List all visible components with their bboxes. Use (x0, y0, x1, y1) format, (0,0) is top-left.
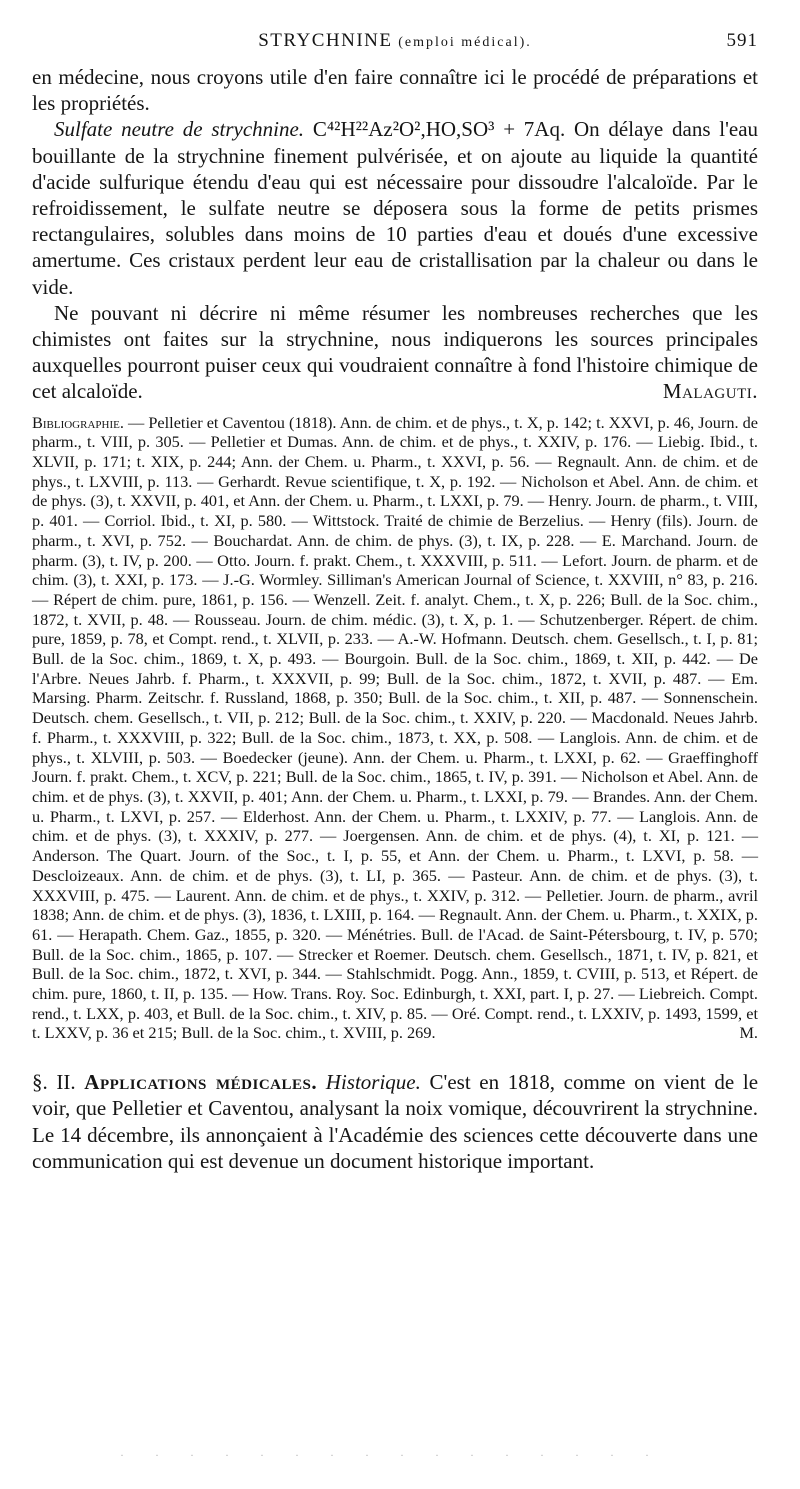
running-subtitle: (emploi médical). (398, 35, 532, 50)
section-applications (32, 1069, 758, 1174)
sulfate-formula: C⁴²H²²Az²O²,HO,SO³ + 7Aq. (312, 117, 566, 142)
running-title: STRYCHNINE (258, 30, 393, 51)
running-head (32, 30, 758, 64)
bibliography-text: — Pelletier et Caventou (1818). Ann. de chim. et de phys., t. X, p. 142; t. XXVI, p. 46, Journ. de pharm., t. VIII, p. 305. — Pelletier et Dumas. Ann. de chim. et de phys., t. XXIV, p. 176. — Liebig. Ibid., t. XLVII, p. 171; t. XIX, p. 244; Ann. der Chem. u. Pharm., t. XXVI, p. 56. — Regnault. Ann. de chim. et de phys., t. LXVIII, p. 113. — Gerhardt. Revue scientifique, t. X, p. 192. — Nicholson et Abel. Ann. de chim. et de phys. (3), t. XXVII, p. 401, et Ann. der Chem. u. Pharm., t. LXXI, p. 79. — Henry. Journ. de pharm., t. VIII, p. 401. — Corriol. Ibid., t. XI, p. 580. — Wittstock. Traité de chimie de Berzelius. — Henry (fils). Journ. de pharm., t. XVI, p. 752. — Bouchardat. Ann. de chim. de phys. (3), t. IX, p. 228. — E. Marchand. Journ. de pharm. (3), t. IV, p. 200. — Otto. Journ. f. prakt. Chem., t. XXXVIII, p. 511. — Lefort. Journ. de pharm. et de chim. (3), t. XXI, p. 173. — J.-G. Wormley. Silliman's American Journal of Science, t. XXVIII, n° 83, p. 216. — Répert de chim. pure, 1861, p. 156. — Wenzell. Zeit. f. analyt. Chem., t. X, p. 226; Bull. de la Soc. chim., 1872, t. XVII, p. 48. — Rousseau. Journ. de chim. médic. (3), t. X, p. 1. — Schutzenberger. Répert. de chim. pure, 1859, p. 78, et Compt. rend., t. XLVII, p. 233. — A.-W. Hofmann. Deutsch. chem. Gesellsch., t. I, p. 81; Bull. de la Soc. chim., 1869, t. X, p. 493. — Bourgoin. Bull. de la Soc. chim., 1869, t. XII, p. 442. — De l'Arbre. Neues Jahrb. f. Pharm., t. XXXVII, p. 99; Bull. de la Soc. chim., 1872, t. XVII, p. 487. — Em. Marsing. Pharm. Zeitschr. f. Russland, 1868, p. 350; Bull. de la Soc. chim., t. XII, p. 487. — Sonnenschein. Deutsch. chem. Gesellsch., t. VII, p. 212; Bull. de la Soc. chim., t. XXIV, p. 220. — Macdonald. Neues Jahrb. f. Pharm., t. XXXVIII, p. 322; Bull. de la Soc. chim., 1873, t. XX, p. 508. — Langlois. Ann. de chim. et de phys., t. XLVIII, p. 503. — Boedecker (jeune). Ann. der Chem. u. Pharm., t. LXXI, p. 62. — Graeffinghoff Journ. f. prakt. Chem., t. XCV, p. 221; Bull. de la Soc. chim., 1865, t. IV, p. 391. — Nicholson et Abel. Ann. de chim. et de phys. (3), t. XXVII, p. 401; Ann. der Chem. u. Pharm., t. LXXI, p. 79. — Brandes. Ann. der Chem. u. Pharm., t. LXVI, p. 257. — Elderhost. Ann. der Chem. u. Pharm., t. LXXIV, p. 77. — Langlois. Ann. de chim. et de phys. (3), t. XXXIV, p. 277. — Joergensen. Ann. de chim. et de phys. (4), t. XI, p. 121. — Anderson. The Quart. Journ. of the Soc., t. I, p. 55, et Ann. der Chem. u. Pharm., t. LXVI, p. 58. — Descloizeaux. Ann. de chim. et de phys. (3), t. LI, p. 365. — Pasteur. Ann. de chim. et de phys. (3), t. XXXVIII, p. 475. — Laurent. Ann. de chim. et de phys., t. XXIV, p. 312. — Pelletier. Journ. de pharm., avril 1838; Ann. de chim. et de phys. (3), 1836, t. LXIII, p. 164. — Regnault. Ann. der Chem. u. Pharm., t. XXIX, p. 61. — Herapath. Chem. Gaz., 1855, p. 320. — Ménétries. Bull. de l'Acad. de Saint-Pétersbourg, t. IV, p. 570; Bull. de la Soc. chim., 1865, p. 107. — Strecker et Roemer. Deutsch. chem. Gesellsch., 1871, t. IV, p. 821, et Bull. de la Soc. chim., 1872, t. XVI, p. 344. — Stahlschmidt. Pogg. Ann., 1859, t. CVIII, p. 513, et Répert. de chim. pure, 1860, t. II, p. 135. — How. Trans. Roy. Soc. Edinburgh, t. XXI, part. I, p. 27. — Liebreich. Compt. rend., t. LXX, p. 403, et Bull. de la Soc. chim., t. XIV, p. 85. — Oré. Compt. rend., t. LXXIV, p. 1493, 1599, et t. LXXV, p. 36 et 215; Bull. de la Soc. chim., t. XVIII, p. 269. (32, 412, 758, 1043)
section-title: Applications médicales. (84, 1070, 318, 1095)
page (32, 30, 758, 1174)
research-text: Ne pouvant ni décrire ni même résumer les nombreuses recherches que les chimistes ont faites sur la strychnine, nous indiquerons les sources principales auxquelles pourront puiser ceux qui voudraient connaître à fond l'histoire chimique de cet alcaloïde. (32, 300, 758, 404)
bibliography-signature: M. (739, 1023, 758, 1043)
footer-dots: · · · · · · · · · · · · · · · · (120, 1448, 663, 1462)
section-number: §. II. (32, 1070, 76, 1095)
section-subtitle: Historique. (325, 1070, 421, 1095)
author-signature: Malaguti. (662, 379, 758, 404)
sulfate-paragraph (32, 116, 758, 299)
bibliography-label: Bibliographie. (32, 412, 124, 432)
bibliography (32, 413, 758, 1044)
sulfate-text: On délaye dans l'eau bouillante de la strychnine finement pulvérisée, et on ajoute au liquide la quantité d'acide sulfurique étendu d'eau qui est nécessaire pour dissoudre l'alcaloïde. Par le refroidissement, le sulfate neutre se déposera sous la forme de petits prismes rectangulaires, solubles dans moins de 10 parties d'eau et doués d'une excessive amertume. Ces cristaux perdent leur eau de cristallisation par la chaleur ou dans le vide. (32, 117, 759, 299)
page-number: 591 (726, 30, 758, 51)
intro-paragraph: en médecine, nous croyons utile d'en faire connaître ici le procédé de préparations et les propriétés. (32, 65, 758, 116)
body-text (32, 64, 758, 405)
research-paragraph (32, 300, 758, 405)
section-text: C'est en 1818, comme on vient de le voir, que Pelletier et Caventou, analysant la noix vomique, découvrirent la strychnine. Le 14 décembre, ils annonçaient à l'Académie des sciences cette découverte dans une communication qui est devenue un document historique important. (32, 1070, 759, 1173)
sulfate-label: Sulfate neutre de strychnine. (54, 117, 305, 142)
